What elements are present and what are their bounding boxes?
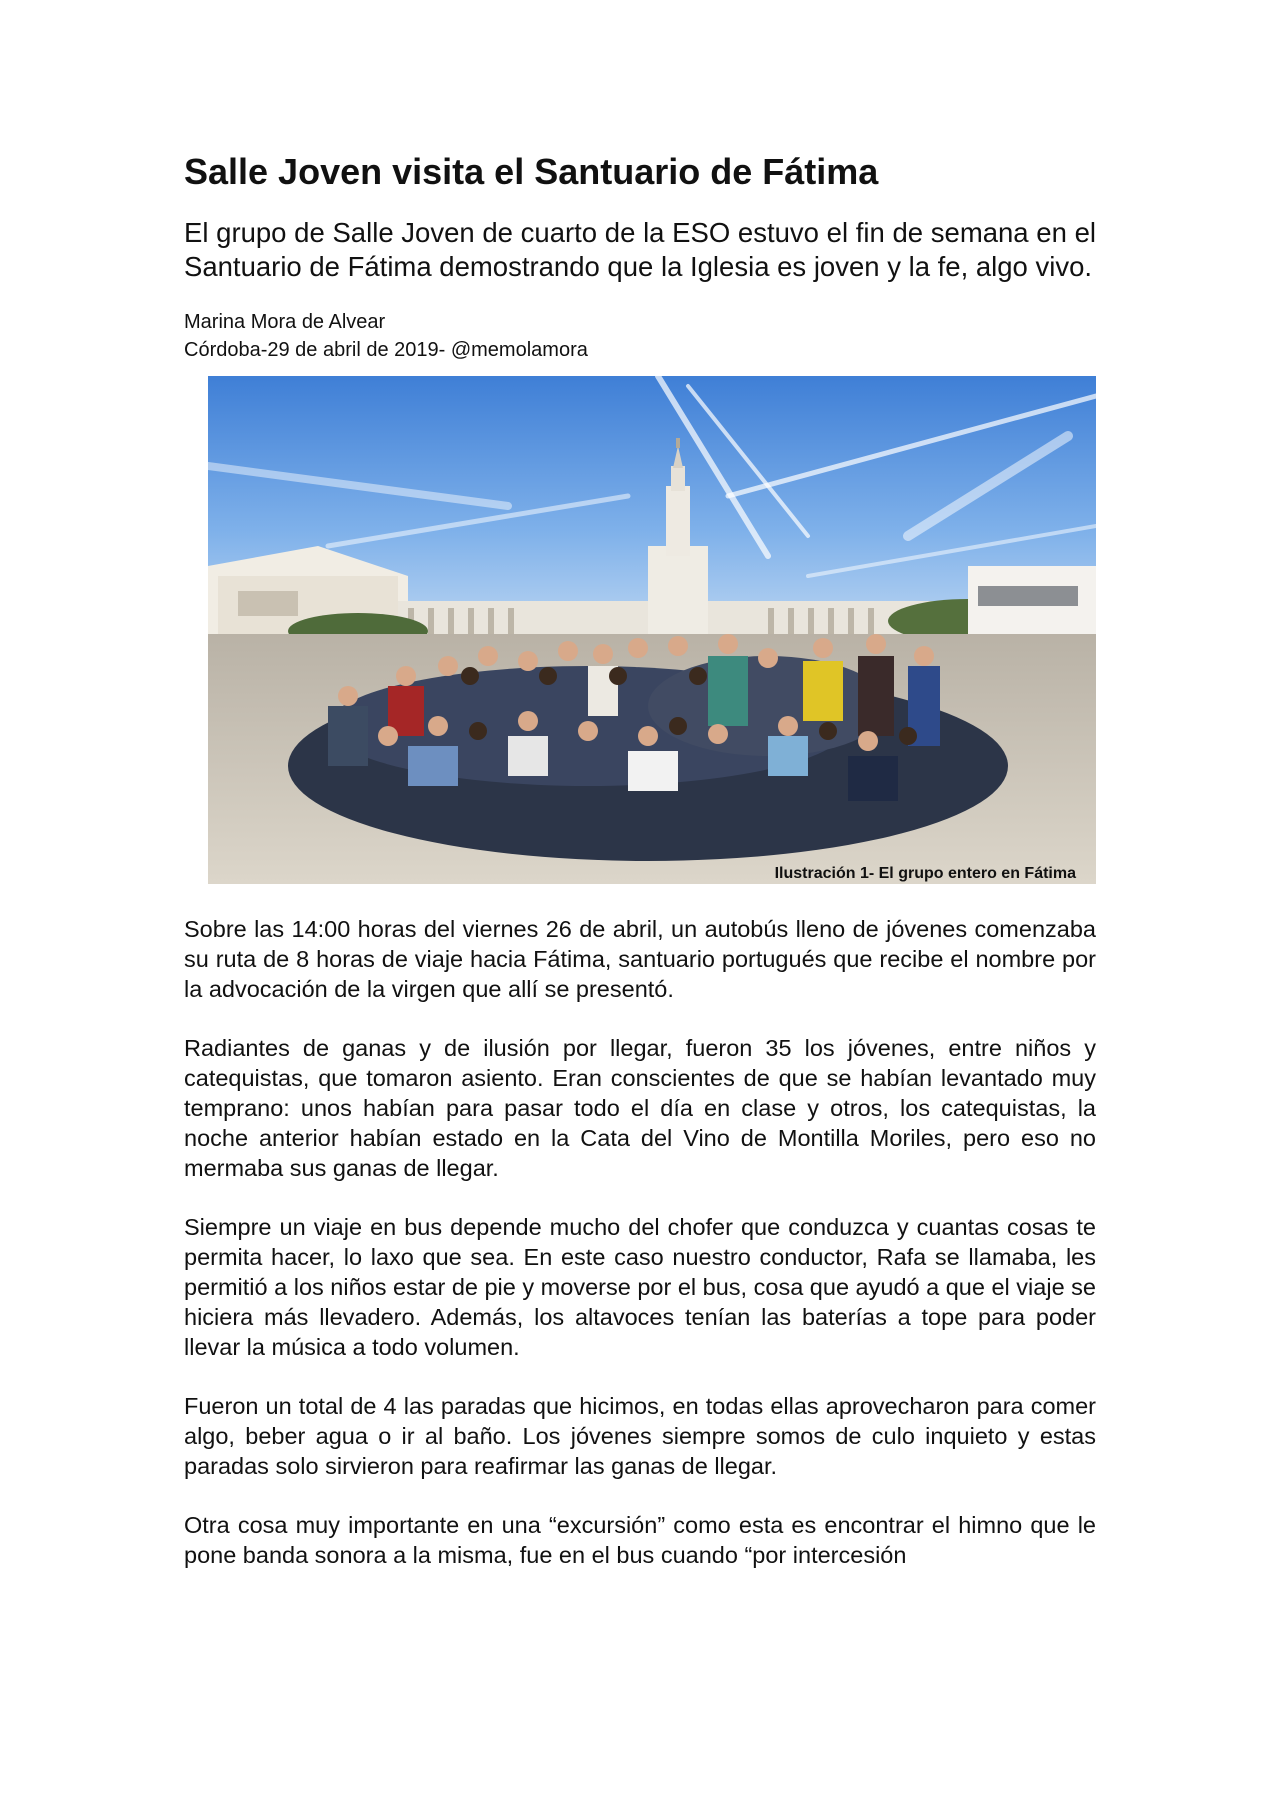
paragraph-2: Radiantes de ganas y de ilusión por llegar, fueron 35 los jóvenes, entre niños y catequistas, que tomaron asiento. Eran conscientes de que se habían levantado muy temprano: unos habían para pasar todo el día en clase y otros, los catequistas, la noche anterior habían estado en la Cata del Vino de Montilla Moriles, pero eso no mermaba sus ganas de llegar. [184, 1035, 1096, 1181]
group-photo-figure [208, 376, 1096, 884]
article-title: Salle Joven visita el Santuario de Fátima [184, 151, 879, 192]
byline [184, 308, 1096, 364]
paragraph-4: Fueron un total de 4 las paradas que hicimos, en todas ellas aprovecharon para comer algo, beber agua o ir al baño. Los jóvenes siempre somos de culo inquieto y estas paradas solo sirvieron para reafirmar las ganas de llegar. [184, 1393, 1096, 1479]
author-name: Marina Mora de Alvear [184, 311, 386, 333]
paragraph-1: Sobre las 14:00 horas del viernes 26 de abril, un autobús lleno de jóvenes comenzaba su ruta de 8 horas de viaje hacia Fátima, santuario portugués que recibe el nombre por la advocación de la virgen que allí se presentó. [184, 916, 1096, 1002]
article-lead: El grupo de Salle Joven de cuarto de la ESO estuvo el fin de semana en el Santuario de Fátima demostrando que la Iglesia es joven y la fe, algo vivo. [184, 217, 1096, 282]
document-page [184, 150, 1096, 1570]
dateline: Córdoba-29 de abril de 2019- @memolamora [184, 339, 588, 361]
figure-caption: Ilustración 1- El grupo entero en Fátima [774, 865, 1076, 882]
group-photo [208, 376, 1096, 884]
paragraph-3: Siempre un viaje en bus depende mucho del chofer que conduzca y cuantas cosas te permita hacer, lo laxo que sea. En este caso nuestro conductor, Rafa se llamaba, les permitió a los niños estar de pie y moverse por el bus, cosa que ayudó a que el viaje se hiciera más llevadero. Además, los altavoces tenían las baterías a tope para poder llevar la música a todo volumen. [184, 1214, 1096, 1360]
paragraph-5: Otra cosa muy importante en una “excursión” como esta es encontrar el himno que le pone banda sonora a la misma, fue en el bus cuando “por intercesión [184, 1512, 1096, 1568]
